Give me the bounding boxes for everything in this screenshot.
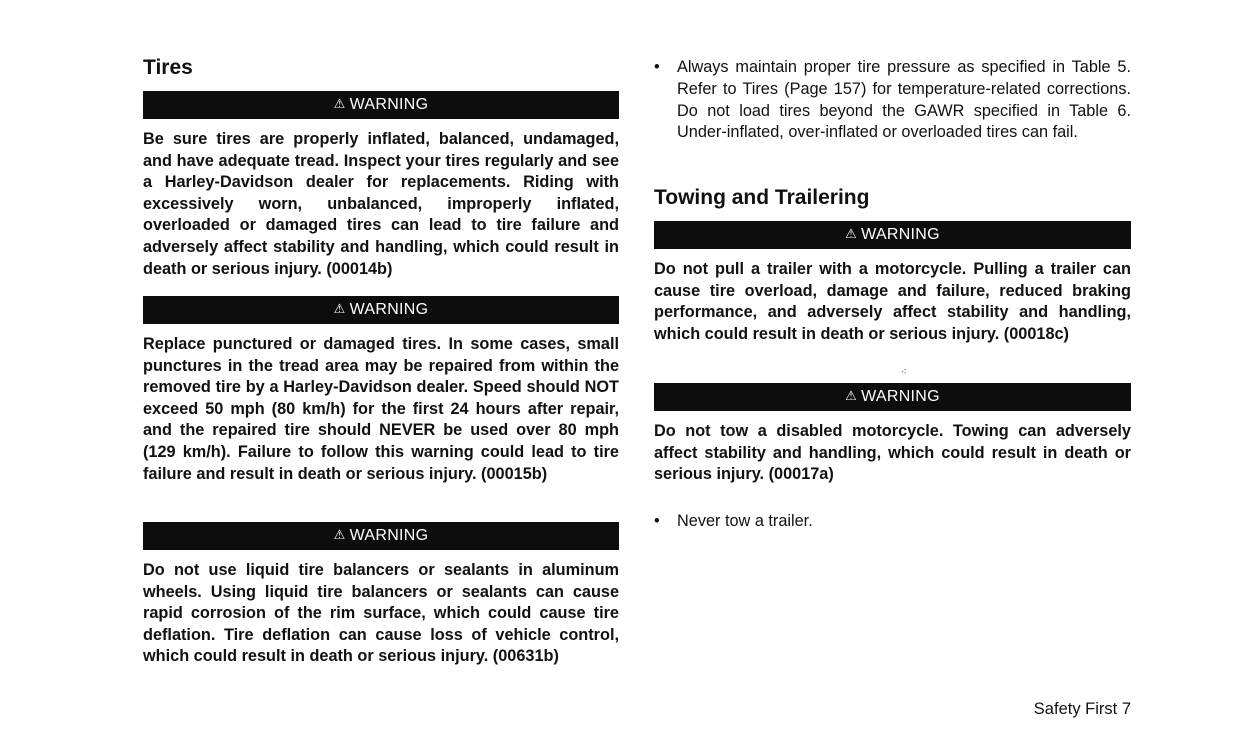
- warning-text-4: Do not pull a trailer with a motorcycle. Pulling a trailer can cause tire overload, damage and failure, reduced braking performance, and adversely affect stability and handling, which could result in death or serious injury. (00018c): [654, 260, 1131, 343]
- warning-label: WARNING: [861, 226, 940, 243]
- warning-banner-3: [143, 522, 619, 550]
- warning-banner-1: [143, 91, 619, 119]
- warning-text-1: Be sure tires are properly inflated, balanced, undamaged, and have adequate tread. Inspect your tires regularly and see a Harley-Davidson dealer for replacements. Riding with excessively worn, unbalanced, improperly inflated, overloaded or damaged tires can lead to tire failure and adversely affect stability and handling, which could result in death or serious injury. (00014b): [143, 130, 619, 278]
- tires-heading: Tires: [143, 56, 193, 79]
- warning-label: WARNING: [349, 527, 429, 544]
- warning-text-5: Do not tow a disabled motorcycle. Towing can adversely affect stability and handling, which could result in death or serious injury. (00017a): [654, 422, 1131, 484]
- scan-artifact: ⁖: [901, 367, 907, 378]
- warning-text-2: Replace punctured or damaged tires. In some cases, small punctures in the tread area may be repaired from within the removed tire by a Harley-Davidson dealer. Speed should NOT exceed 50 mph (80 km/h) for the first 24 hours after repair, and the repaired tire should NEVER be used over 80 mph (129 km/h). Failure to follow this warning could lead to tire failure and result in death or serious injury. (00015b): [143, 335, 619, 483]
- bullet-dot-icon: •: [654, 512, 660, 530]
- towing-heading: Towing and Trailering: [654, 186, 870, 209]
- warning-label: WARNING: [349, 96, 429, 113]
- warning-triangle-icon: ⚠: [845, 226, 858, 241]
- warning-triangle-icon: ⚠: [333, 301, 346, 316]
- warning-banner-2: [143, 296, 619, 324]
- bullet-item-never-tow: [654, 511, 1131, 533]
- bullet-dot-icon: •: [654, 58, 660, 76]
- warning-banner-5: [654, 383, 1131, 411]
- warning-text-3: Do not use liquid tire balancers or sealants in aluminum wheels. Using liquid tire balancers or sealants can cause rapid corrosion of the rim surface, which could cause tire deflation. Tire deflation can cause loss of vehicle control, which could result in death or serious injury. (00631b): [143, 561, 619, 666]
- warning-triangle-icon: ⚠: [333, 527, 346, 542]
- bullet-text: Never tow a trailer.: [677, 512, 813, 530]
- warning-triangle-icon: ⚠: [845, 388, 858, 403]
- warning-label: WARNING: [861, 388, 940, 405]
- warning-label: WARNING: [349, 301, 429, 318]
- page-footer: Safety First 7: [1033, 700, 1131, 718]
- bullet-text: Always maintain proper tire pressure as specified in Table 5. Refer to Tires (Page 157) for temperature-related corrections. Do not load tires beyond the GAWR specified in Table 6. Under-inflated, over-inflated or overloaded tires can fail.: [677, 58, 1131, 142]
- warning-banner-4: [654, 221, 1131, 249]
- bullet-item-tire-pressure: [654, 57, 1131, 144]
- warning-triangle-icon: ⚠: [333, 96, 346, 111]
